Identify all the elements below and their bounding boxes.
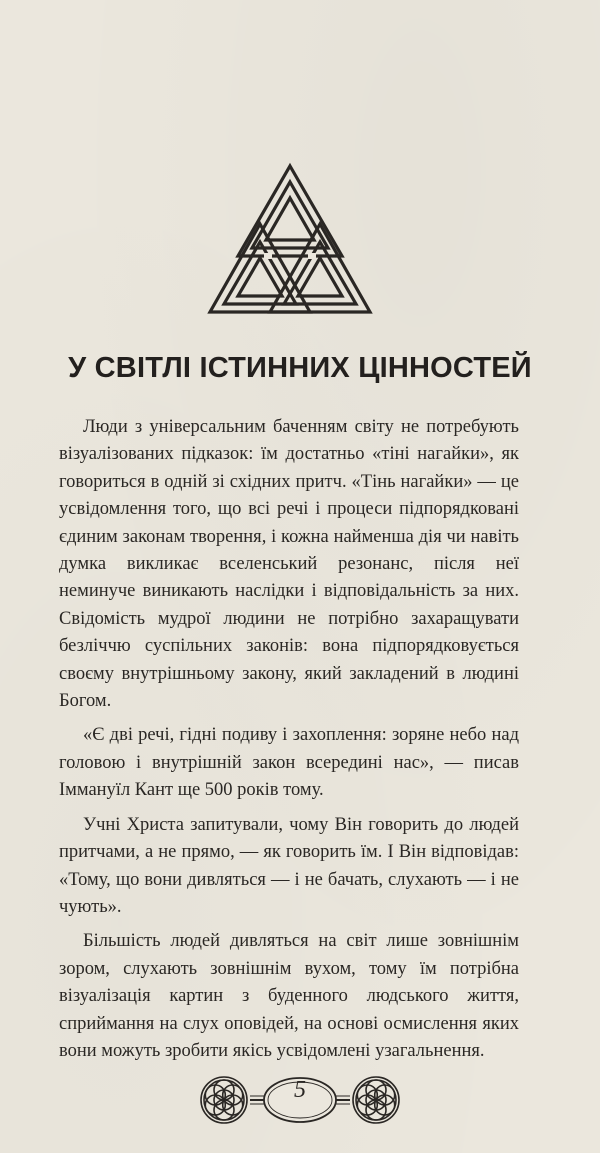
- flower-of-life-icon: [201, 1077, 247, 1123]
- paragraph: Більшість людей дивляться на світ лише зовнішнім зором, слухають зовнішнім вухом, тому їм потрібна візуалізація картин з буденного людського життя, сприймання на слух оповідей, на основі осмислення яких вони можуть зробити якісь усвідомлені узагальнення.: [59, 931, 519, 1061]
- paragraph: Люди з універсальним баченням світу не потребують візуалізованих підказок: їм достатньо «тіні нагайки», як говориться в одній зі східних притч. «Тінь нагайки» — це усвідомлення того, що всі речі і процеси підпорядковані єдиним законам творення, і кожна найменша дія чи навіть думка викликає вселенський резонанс, після неї неминуче виникають наслідки і відповідальність за них. Свідомість мудрої людини не потрібно захаращувати безліччю суспільних законів: вона підпорядковується своєму внутрішньому закону, який закладений в людині Богом.: [59, 417, 519, 712]
- page-number: 5: [294, 1077, 306, 1103]
- body-text: [59, 414, 519, 1072]
- paragraph: «Є дві речі, гідні подиву і захоплення: зоряне небо над головою і внутрішній закон всередині нас», — писав Іммануїл Кант ще 500 років тому.: [59, 725, 519, 801]
- flower-of-life-icon: [353, 1077, 399, 1123]
- paragraph: Учні Христа запитували, чому Він говорить до людей притчами, а не прямо, — як говорить їм. І Він відповідав: «Тому, що вони дивляться — і не бачать, слухають — і не чують».: [59, 814, 519, 917]
- valknut-icon: [204, 160, 376, 320]
- chapter-title: У СВІТЛІ ІСТИННИХ ЦІННОСТЕЙ: [68, 352, 532, 384]
